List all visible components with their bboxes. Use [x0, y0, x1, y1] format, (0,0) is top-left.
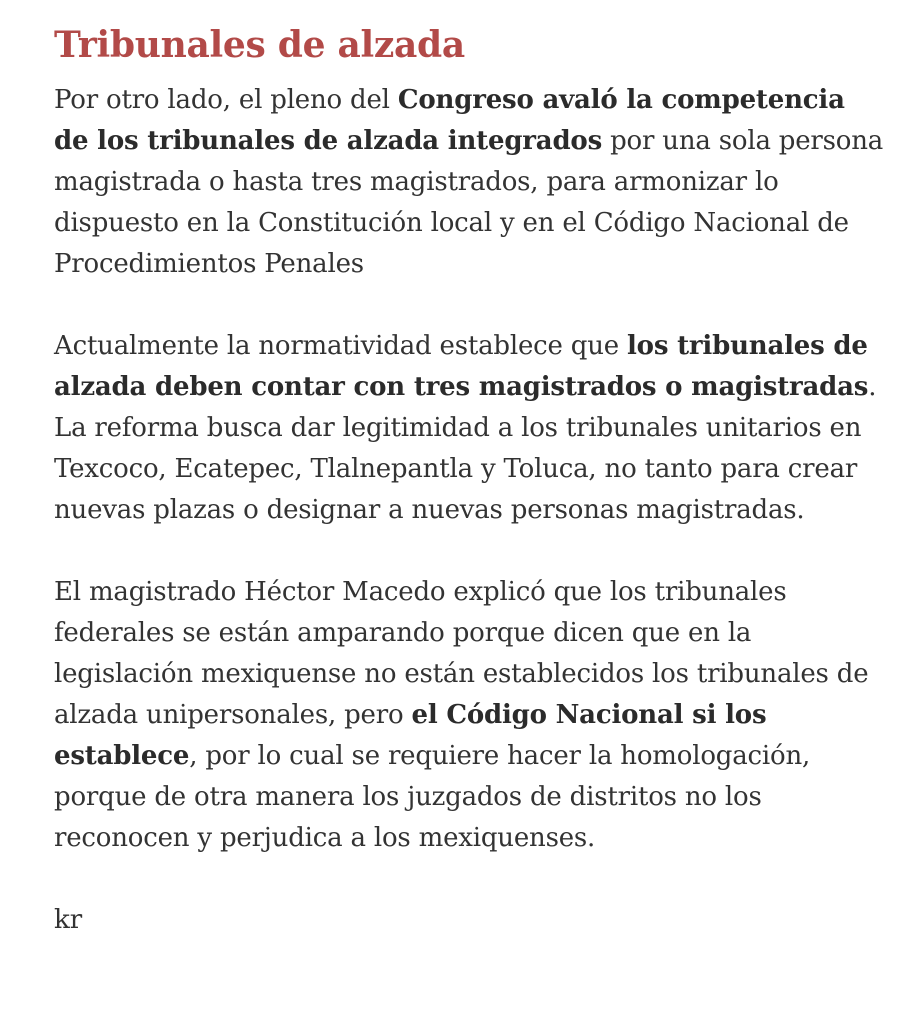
author-initials: kr [54, 905, 83, 935]
paragraph-1-text-1: Por otro lado, el pleno del [54, 85, 398, 115]
paragraph-1-text-2: por una sola persona magistrada o hasta tres magistrados, para armonizar lo dispuesto en la Constitución local y en el Código Nacional de Procedimientos Penales [54, 126, 884, 279]
section-heading: Tribunales de alzada [54, 24, 465, 66]
paragraph-1 [54, 80, 886, 285]
paragraph-3-text-1: El magistrado Héctor Macedo explicó que los tribunales federales se están amparando porque dicen que en la legislación mexiquense no están establecidos los tribunales de alzada unipersonales, pero [54, 577, 869, 730]
paragraph-3-bold: el Código Nacional si los establece [54, 700, 767, 771]
paragraph-1-bold: Congreso avaló la competencia de los tribunales de alzada integrados [54, 85, 845, 156]
article-body [54, 18, 886, 941]
paragraph-3 [54, 572, 886, 859]
paragraph-2-text-1: Actualmente la normatividad establece que [54, 331, 627, 361]
paragraph-2 [54, 326, 886, 531]
paragraph-2-text-2: . La reforma busca dar legitimidad a los tribunales unitarios en Texcoco, Ecatepec, Tlalnepantla y Toluca, no tanto para crear nuevas plazas o designar a nuevas personas magistradas. [54, 372, 877, 525]
paragraph-3-text-2: , por lo cual se requiere hacer la homologación, porque de otra manera los juzgados de distritos no los reconocen y perjudica a los mexiquenses. [54, 741, 811, 853]
paragraph-2-bold: los tribunales de alzada deben contar con tres magistrados o magistradas [54, 331, 869, 402]
